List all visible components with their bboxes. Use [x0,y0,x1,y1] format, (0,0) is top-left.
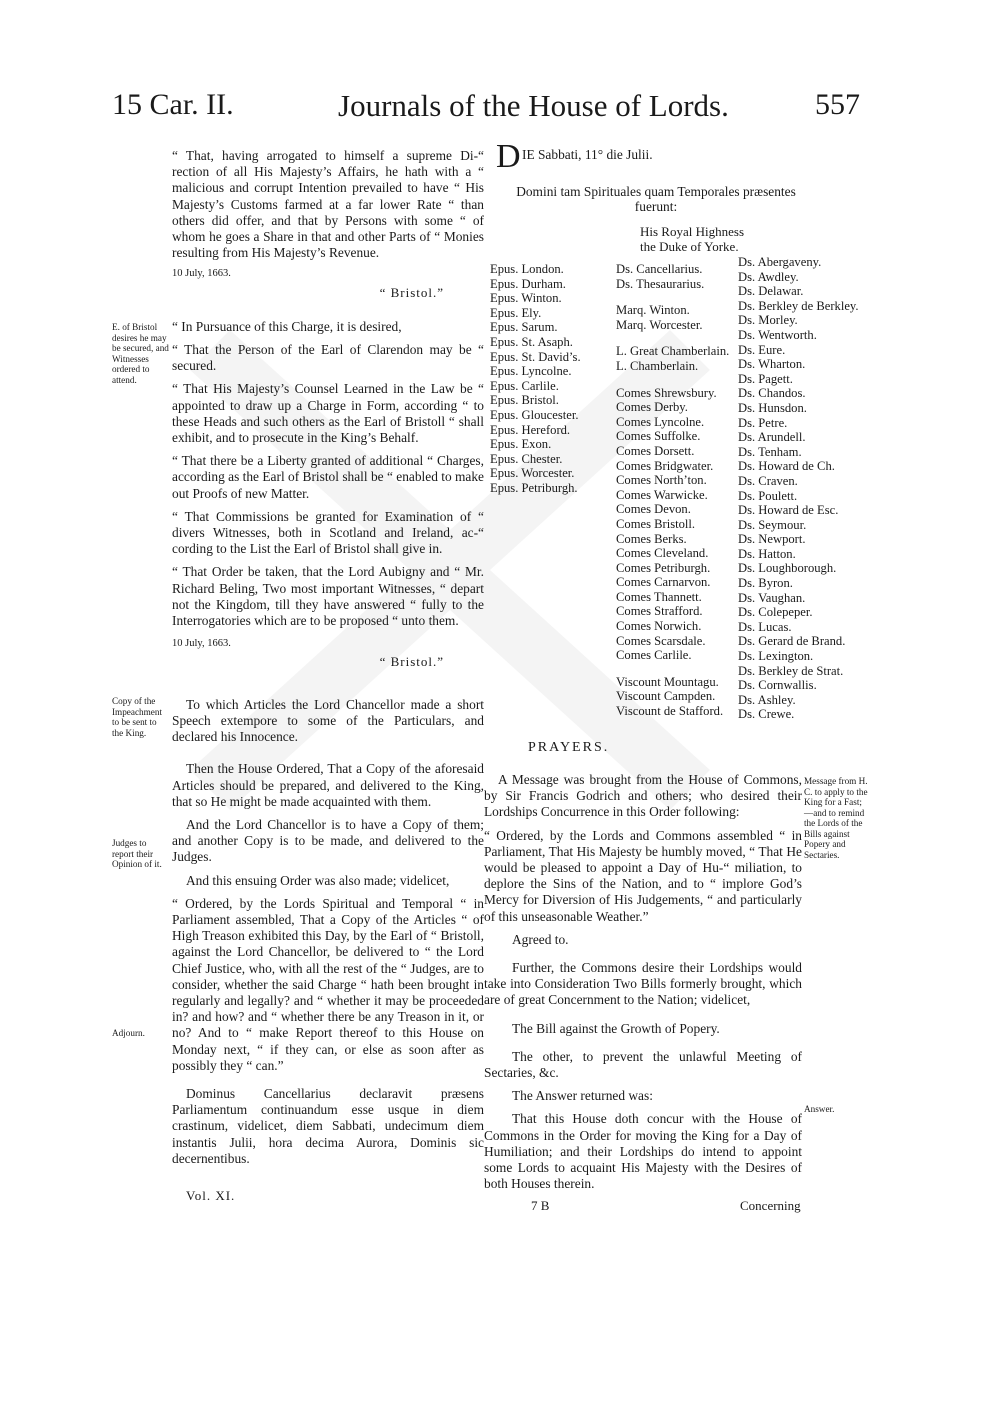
lord-entry: Comes Cleveland. [616,546,709,561]
printer-signature: 7 B [531,1198,550,1213]
paragraph: To which Articles the Lord Chancellor made a short Speech extempore to some of the Particulars, and declared his Innocence. [172,696,484,745]
paragraph: “ That Commissions be granted for Examination of “ divers Witnesses, both in Scotland and Ireland, ac-“ cording to the List the Earl of Bristol shall give in. [172,508,484,557]
lord-entry: Ds. Wharton. [738,357,806,372]
lord-entry: Epus. London. [490,262,564,276]
lord-entry: Epus. Worcester. [490,466,575,481]
lord-entry: Comes Berks. [616,531,687,546]
barons-list [738,255,859,722]
lord-entry: Ds. Lexington. [738,649,814,664]
paragraph: “ In Pursuance of this Charge, it is desired, [172,318,402,334]
lord-entry: Comes Warwicke. [616,487,708,502]
lord-entry: Ds. Petre. [738,415,788,430]
paragraph: Then the House Ordered, That a Copy of the aforesaid Articles should be prepared, and delivered to the King, that so He might be made acquainted with them. [172,761,484,809]
lord-entry: Ds. Lucas. [738,619,792,634]
lord-entry: Ds. Colepeper. [738,605,813,620]
lord-entry: Comes Scarsdale. [616,633,706,648]
lord-entry: Comes Dorsett. [616,443,695,458]
paragraph: “ That His Majesty’s Counsel Learned in the Law be “ appointed to draw up a Charge in Form, according “ to these Heads and such others as the Earl of Bristoll “ shall exhibit, and to prosecute in the King’s Behalf. [172,381,484,446]
lord-entry: Ds. Craven. [738,473,798,488]
lord-entry: Epus. Winton. [490,291,562,306]
lord-entry: Ds. Pagett. [738,371,793,386]
paragraph: That this House doth concur with the House of Commons in the Order for moving the King for a Day of Humiliation; and their Lordships do intend to appoint some Lords to acquaint His Majesty with the Desires of both Houses therein. [484,1111,802,1192]
lord-entry: Comes Bridgwater. [616,458,714,473]
lord-entry: Epus. Chester. [490,451,563,466]
lord-entry: Marq. Winton. [616,303,690,318]
paragraph: Agreed to. [512,931,569,947]
lord-entry: Ds. Newport. [738,532,806,547]
lord-entry: Epus. Lyncolne. [490,364,572,379]
catchword: Concerning [740,1198,801,1213]
margin-note: Copy of the Impeachment to be sent to the King. [112,696,162,738]
lord-entry: Epus. Sarum. [490,320,558,335]
lord-entry: Comes Bristoll. [616,516,696,531]
order-judges: “ Ordered, by the Lords Spiritual and Temporal “ in Parliament assembled, That a Copy of the Articles “ of High Treason exhibited this Day, by the Earl of “ Bristoll, against the Lord Chancellor, be delivered to “ the Lord Chief Justice, who, with all the rest of the “ Judges, are to consider, whether the said Charge “ hath been brought in regularly and legally? and “ whether it may be proceeded in? and how? and “ whether there be any Treason in it, or no? And to “ make Report thereof to this House on Monday next, “ if they can, or else as soon after as possibly they “ can.” [172,895,484,1073]
lord-entry: Comes Shrewsbury. [616,385,717,400]
page-title: Journals of the House of Lords. [338,88,729,123]
margin-note: Message from H. C. to apply to the King for a Fast;—and to remind the Lords of the Bills against Popery and Sectaries. [804,776,868,860]
paragraph: And this ensuing Order was also made; videlicet, [186,872,450,888]
lord-entry: Viscount Campden. [616,689,716,704]
lord-entry: Ds. Morley. [738,313,798,328]
lord-entry: Ds. Hunsdon. [738,400,807,415]
lord-entry: Ds. Seymour. [738,517,807,532]
regnal-year: 15 Car. II. [112,88,234,121]
drop-cap: D [496,138,521,175]
lord-entry: L. Great Chamberlain. [616,344,730,359]
lord-entry: Ds. Vaughan. [738,590,806,605]
officers-list [616,262,729,719]
lord-entry: Comes Derby. [616,400,688,415]
lord-entry: Ds. Chandos. [738,386,806,401]
lord-entry: Epus. Petriburgh. [490,480,578,495]
lord-entry: Ds. Tenham. [738,444,802,459]
lord-entry: Viscount Mountagu. [616,674,719,689]
lord-entry: Ds. Wentworth. [738,327,817,342]
lord-entry: Epus. Exon. [490,437,552,452]
signature-bristol: “ Bristol.” [379,654,444,670]
margin-note: Adjourn. [112,1028,145,1038]
left-column [172,148,484,1174]
lord-entry: Comes Strafford. [616,604,703,619]
lord-entry: Ds. Abergaveny. [738,255,822,269]
lord-entry: Epus. Hereford. [490,422,571,437]
adjournment: Dominus Cancellarius declaravit præsens Parliamentum continuandum esse usque in diem crastinum, videlicet, diem Sabbati, undecimum diem instantis Julii, hora decima Aurora, Dominis sic decernentibus. [172,1085,484,1166]
paragraph: “ That there be a Liberty granted of additional “ Charges, according as the Earl of Bristol shall be “ enabled to make out Proofs of new Matter. [172,453,484,501]
paragraph: The Bill against the Growth of Popery. [512,1020,720,1036]
bishops-list [490,262,581,496]
signature-bristol: “ Bristol.” [379,284,444,300]
lord-entry: Ds. Cancellarius. [616,262,703,276]
attendance-heading: Domini tam Spirituales quam Temporales præsentes fuerunt: [516,184,796,214]
paragraph: Further, the Commons desire their Lordships would take into Consideration Two Bills formerly brought, which are of great Concernment to the Nation; videlicet, [484,960,802,1008]
lord-entry: Comes Petriburgh. [616,560,711,575]
paragraph: “ That the Person of the Earl of Clarendon may be “ secured. [172,342,484,374]
lord-entry: Ds. Berkley de Strat. [738,663,844,678]
lord-entry: Ds. Hatton. [738,546,796,561]
paragraph: And the Lord Chancellor is to have a Copy of them; and another Copy is to be made, and delivered to the Judges. [172,816,484,865]
lord-entry: Ds. Gerard de Brand. [738,634,846,649]
date-heading: IE Sabbati, 11° die Julii. [522,147,653,162]
duke-of-york: His Royal Highness the Duke of Yorke. [640,224,744,254]
lord-entry: Comes Suffolke. [616,429,701,444]
lord-entry: Ds. Cornwallis. [738,678,817,693]
lord-entry: Ds. Berkley de Berkley. [738,298,859,313]
lord-entry: Ds. Crewe. [738,707,795,722]
margin-note: Answer. [804,1104,835,1114]
paragraph: The other, to prevent the unlawful Meeting of Sectaries, &c. [484,1048,802,1081]
lord-entry: Comes Carlile. [616,648,692,663]
lord-entry: Comes North’ton. [616,473,707,488]
lord-entry: Ds. Eure. [738,342,786,357]
paragraph: A Message was brought from the House of Commons, by Sir Francis Godrich and others; who desired their Lordships Concurrence in this Order following: [484,772,802,820]
page-number: 557 [815,88,860,121]
prayers-heading: PRAYERS. [528,740,610,755]
lord-entry: Comes Devon. [616,502,691,517]
lord-entry: Epus. Ely. [490,305,542,320]
date-line: 10 July, 1663. [172,638,231,650]
lord-entry: Epus. Carlile. [490,378,559,393]
lord-entry: Viscount de Stafford. [616,704,724,719]
margin-note: Judges to report their Opinion of it. [112,838,162,869]
lord-entry: Comes Thannett. [616,589,702,604]
paragraph: The Answer returned was: [512,1088,653,1104]
date-line: 10 July, 1663. [172,268,231,280]
volume-footer: Vol. XI. [186,1188,236,1203]
lord-entry: Epus. Durham. [490,276,566,291]
lord-entry: Comes Norwich. [616,619,702,634]
lord-entry: Ds. Awdley. [738,269,799,284]
lord-entry: Ds. Poulett. [738,488,798,503]
paragraph: “ That Order be taken, that the Lord Aubigny and “ Mr. Richard Beling, Two most important Witnesses, “ depart not the Kingdom, till they have answered “ fully to the Interrogatories which are to be proposed “ unto them. [172,564,484,629]
right-column [484,772,802,1199]
lord-entry: Ds. Howard de Esc. [738,503,839,518]
lord-entry: Marq. Worcester. [616,317,703,332]
lord-entry: Ds. Thesaurarius. [616,276,705,291]
lord-entry: Ds. Ashley. [738,692,796,707]
lord-entry: Ds. Byron. [738,576,793,591]
lord-entry: Epus. Bristol. [490,393,559,408]
charge-article: “ That, having arrogated to himself a supreme Di-“ rection of all His Majesty’s Affairs, he hath with a “ malicious and corrupt Intention prevailed to have “ His Majesty’s Customs farmed at a far lower Rate “ than others did offer, and that by Persons with some “ of whom he goes a Share in that and other Parts of “ Monies resulting from His Majesty’s Revenue. [172,148,484,261]
commons-order: “ Ordered, by the Lords and Commons assembled “ in Parliament, That His Majesty be humbly moved, “ That He would be pleased to appoint a Day of Hu-“ miliation, to deplore the Sins of the Nation, and to “ implore God’s Mercy for Diversion of His Judgements, “ and particularly of this unseasonable Weather.” [484,827,802,924]
lord-entry: Ds. Delawar. [738,284,804,299]
lord-entry: L. Chamberlain. [616,358,699,373]
lord-entry: Ds. Arundell. [738,430,806,445]
lord-entry: Epus. St. Asaph. [490,334,573,349]
lord-entry: Ds. Howard de Ch. [738,459,835,474]
lord-entry: Ds. Loughborough. [738,561,837,576]
lord-entry: Comes Carnarvon. [616,575,711,590]
lord-entry: Epus. Gloucester. [490,407,579,422]
lord-entry: Comes Lyncolne. [616,414,705,429]
margin-note: E. of Bristol desires he may be secured, and Witnesses ordered to attend. [112,322,169,385]
lord-entry: Epus. St. David’s. [490,349,581,364]
